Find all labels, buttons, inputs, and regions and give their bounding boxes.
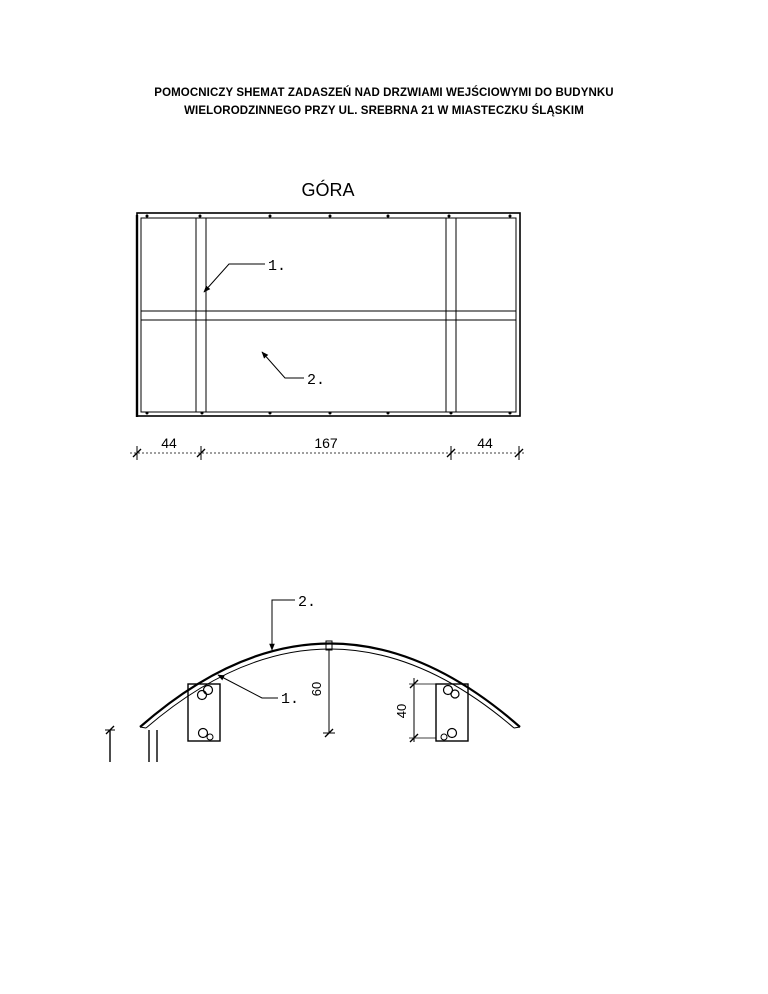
- rise-dimension: [323, 650, 335, 737]
- height-marker-left: [105, 726, 115, 762]
- arch-canopy: [140, 644, 520, 729]
- callout-1-top: [204, 258, 286, 292]
- dimension-left-label: 44: [161, 435, 177, 451]
- callout-1-front: [218, 675, 299, 708]
- vertical-profile-right: [446, 218, 456, 412]
- callout-2-front: [272, 594, 316, 650]
- callout-2-front-label: 2.: [298, 594, 317, 611]
- vertical-profile-left: [196, 218, 206, 412]
- callout-1-front-label: 1.: [281, 691, 300, 708]
- dimension-right-label: 44: [477, 435, 493, 451]
- rise-dimension-label: 60: [309, 681, 324, 697]
- bracket-dimension: [409, 678, 436, 742]
- wall-post-left: [149, 730, 157, 762]
- bracket-dimension-label: 40: [394, 703, 409, 719]
- callout-2-top: [262, 352, 325, 389]
- document-title-line-1: POMOCNICZY SHEMAT ZADASZEŃ NAD DRZWIAMI WEJŚCIOWYMI DO BUDYNKU: [154, 87, 614, 99]
- top-view: [130, 179, 525, 460]
- screw-points: [146, 215, 512, 415]
- mounting-bracket-right: [436, 684, 468, 741]
- top-view-title: GÓRA: [301, 180, 355, 200]
- callout-1-top-label: 1.: [268, 258, 287, 275]
- front-view: [105, 594, 520, 762]
- horizontal-profile: [141, 311, 516, 320]
- document-title-line-2: WIELORODZINNEGO PRZY UL. SREBRNA 21 W MIASTECZKU ŚLĄSKIM: [184, 105, 584, 117]
- dimension-middle-label: 167: [314, 435, 338, 451]
- callout-2-top-label: 2.: [307, 372, 326, 389]
- canopy-frame-outline: [137, 213, 520, 417]
